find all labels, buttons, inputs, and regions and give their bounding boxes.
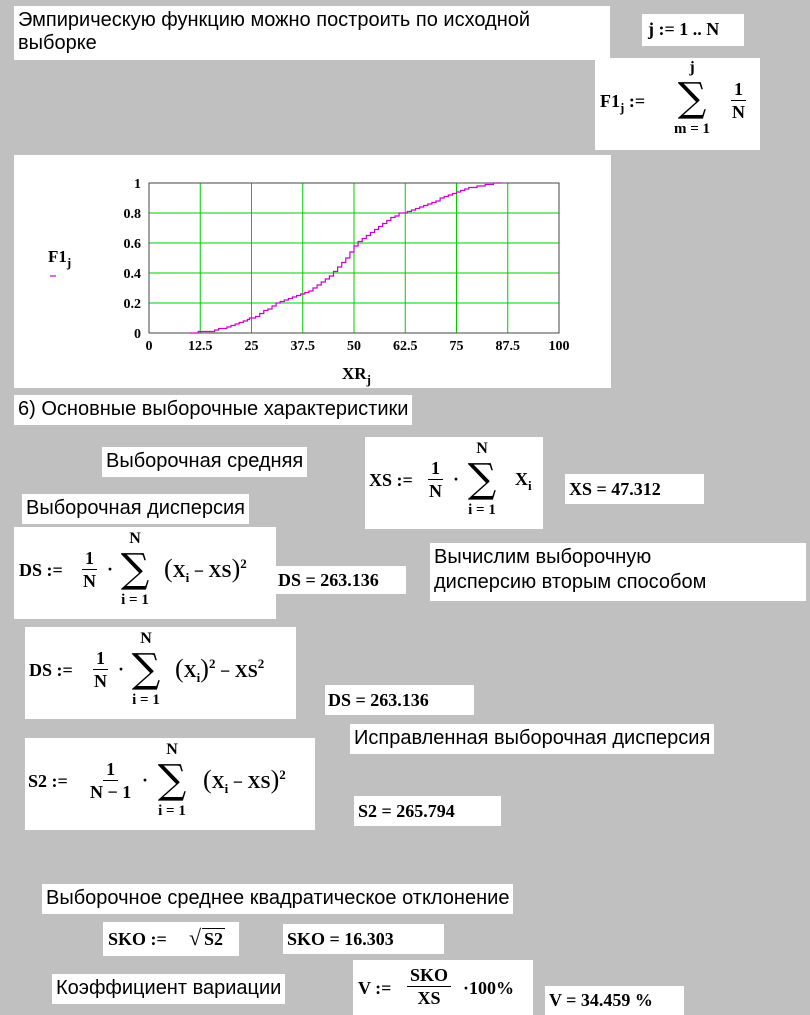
xs-fraction bbox=[426, 457, 445, 502]
f1-sum bbox=[661, 58, 723, 140]
y-axis-label: $F1_j$ bbox=[48, 247, 72, 270]
ecdf-chart bbox=[14, 155, 611, 388]
ds1-sum-top: N bbox=[129, 530, 141, 547]
f1-definition[interactable] bbox=[595, 58, 760, 150]
y-tick-label: 0.4 bbox=[123, 267, 141, 282]
s2-sum-top: N bbox=[166, 741, 178, 758]
sigma-icon: ∑ bbox=[131, 646, 161, 692]
ds2-den: N bbox=[94, 671, 107, 691]
x-tick-label: 12.5 bbox=[188, 339, 213, 354]
ds1-sum bbox=[112, 529, 158, 611]
v-num: SKO bbox=[407, 964, 451, 987]
x-axis-label: $XR_j$ bbox=[342, 364, 371, 387]
sigma-icon: ∑ bbox=[157, 757, 187, 803]
ds2-sub: i bbox=[196, 670, 201, 685]
ds1-pow: 2 bbox=[240, 556, 247, 571]
sqrt-icon: √ bbox=[189, 925, 202, 950]
ds2-pow2: 2 bbox=[257, 656, 265, 671]
s2-formula[interactable] bbox=[25, 738, 315, 830]
x-tick-label: 0 bbox=[145, 339, 153, 354]
y-tick-label: 1 bbox=[134, 177, 141, 192]
ds2-dot: · bbox=[118, 659, 125, 679]
s2-dot: · bbox=[142, 770, 149, 790]
y-tick-label: 0.6 bbox=[123, 237, 141, 252]
sko-arg: S2 bbox=[204, 929, 224, 949]
s2-tail: − XS bbox=[228, 772, 271, 792]
intro-line-1: Эмпирическую функцию можно построить по исходной bbox=[18, 9, 531, 31]
f1-fraction bbox=[729, 78, 748, 123]
x-tick-label: 100 bbox=[548, 339, 570, 354]
ds1-sum-bottom: i = 1 bbox=[121, 592, 149, 608]
sko-label: Выборочное среднее квадратическое отклонение bbox=[42, 884, 513, 914]
s2-sub: i bbox=[224, 781, 229, 796]
section-heading: 6) Основные выборочные характеристики bbox=[14, 395, 412, 425]
f1-num: 1 bbox=[731, 78, 746, 101]
ds2-fraction bbox=[91, 647, 110, 692]
variance-label: Выборочная дисперсия bbox=[22, 494, 249, 524]
mean-label: Выборочная средняя bbox=[102, 447, 307, 477]
x-tick-label: 50 bbox=[347, 339, 361, 354]
f1-lhs: $F1_j$ := bbox=[600, 91, 646, 115]
sko-lhs: SKO := bbox=[108, 929, 167, 949]
s2-x: X bbox=[211, 772, 225, 792]
ds1-num: 1 bbox=[82, 547, 97, 570]
x-tick-label: 25 bbox=[244, 339, 259, 354]
ds2-tail: − XS bbox=[215, 661, 258, 681]
s2-term: $(X_i - XS)^2$ bbox=[203, 765, 286, 796]
ds2-sum-top: N bbox=[140, 630, 152, 647]
sko-formula[interactable] bbox=[103, 922, 239, 956]
s2-sum bbox=[149, 740, 195, 822]
xs-lhs: XS := bbox=[369, 470, 413, 490]
ds2-pow: 2 bbox=[208, 656, 216, 671]
y-tick-label: 0.2 bbox=[123, 297, 141, 312]
f1-lhs-name: F1 bbox=[600, 91, 620, 111]
intro-line-2: выборке bbox=[18, 32, 97, 54]
sko-result: SKO = 16.303 bbox=[283, 924, 444, 954]
s2-den: N − 1 bbox=[90, 782, 132, 802]
x-tick-label: 75 bbox=[449, 339, 464, 354]
s2-pow: 2 bbox=[279, 767, 286, 782]
cv-label: Коэффициент вариации bbox=[52, 974, 285, 1004]
xs-term-sub: i bbox=[528, 478, 532, 493]
ds2-num: 1 bbox=[93, 647, 108, 670]
xs-dot: · bbox=[453, 469, 460, 489]
xs-sum-bottom: i = 1 bbox=[468, 502, 496, 518]
ecdf-chart-region[interactable] bbox=[14, 155, 611, 388]
xs-sum bbox=[459, 439, 505, 521]
ds2-sum bbox=[123, 629, 169, 711]
v-formula[interactable] bbox=[353, 960, 533, 1015]
sigma-icon: ∑ bbox=[467, 456, 497, 502]
f1-sum-top: j bbox=[689, 59, 695, 76]
xs-num: 1 bbox=[428, 457, 443, 480]
ds1-den: N bbox=[83, 571, 96, 591]
xs-sum-top: N bbox=[476, 440, 488, 457]
s2-num: 1 bbox=[103, 758, 118, 781]
v-mult: ·100% bbox=[463, 978, 515, 998]
ds1-sub: i bbox=[185, 570, 190, 585]
ds1-fraction bbox=[80, 547, 99, 592]
v-den: XS bbox=[417, 988, 441, 1008]
sigma-icon: ∑ bbox=[120, 546, 150, 592]
ds-formula-1[interactable] bbox=[14, 527, 276, 619]
y-tick-label: 0 bbox=[134, 327, 141, 342]
ds-formula-2[interactable] bbox=[25, 627, 296, 719]
ds2-x: X bbox=[183, 661, 197, 681]
x-tick-label: 62.5 bbox=[393, 339, 418, 354]
ds1-dot: · bbox=[107, 559, 114, 579]
v-fraction bbox=[407, 964, 451, 1009]
ds1-result: DS = 263.136 bbox=[276, 566, 406, 594]
ds2-result: DS = 263.136 bbox=[325, 685, 474, 715]
series-line-f1 bbox=[190, 183, 502, 333]
ds1-lhs: DS := bbox=[19, 560, 63, 580]
corrected-variance-label: Исправленная выборочная дисперсия bbox=[350, 724, 714, 754]
xs-formula[interactable] bbox=[365, 437, 543, 529]
range-definition[interactable] bbox=[642, 14, 744, 46]
s2-fraction bbox=[87, 758, 134, 803]
v-lhs: V := bbox=[358, 978, 392, 998]
x-tick-label: 37.5 bbox=[290, 339, 315, 354]
s2-result: S2 = 265.794 bbox=[354, 796, 501, 826]
ds1-term: $(X_i - XS)^2$ bbox=[164, 554, 247, 585]
variance2-line-2: дисперсию вторым способом bbox=[434, 571, 707, 593]
ds1-tail: − XS bbox=[189, 561, 232, 581]
range-definition-text: j := 1 .. N bbox=[648, 19, 720, 39]
y-tick-label: 0.8 bbox=[123, 207, 141, 222]
ds2-lhs: DS := bbox=[29, 660, 73, 680]
f1-sum-bottom: m = 1 bbox=[673, 121, 711, 137]
intro-text-block bbox=[14, 6, 610, 60]
xs-den: N bbox=[429, 481, 442, 501]
variance2-label bbox=[430, 543, 806, 601]
xs-term-x: X bbox=[515, 469, 528, 489]
xs-result: XS = 47.312 bbox=[565, 474, 704, 504]
s2-lhs: S2 := bbox=[28, 771, 68, 791]
f1-den: N bbox=[732, 102, 745, 122]
f1-lhs-sub: j bbox=[620, 100, 625, 115]
v-result: V = 34.459 % bbox=[545, 986, 684, 1015]
variance2-line-1: Вычислим выборочную bbox=[434, 546, 652, 568]
ds1-x: X bbox=[172, 561, 186, 581]
ds2-sum-bottom: i = 1 bbox=[132, 692, 160, 708]
s2-sum-bottom: i = 1 bbox=[158, 803, 186, 819]
ds2-term: $(X_i)^2 - XS^2$ bbox=[175, 654, 265, 685]
xs-term bbox=[515, 469, 532, 493]
sigma-icon: ∑ bbox=[677, 75, 707, 121]
x-tick-label: 87.5 bbox=[495, 339, 520, 354]
